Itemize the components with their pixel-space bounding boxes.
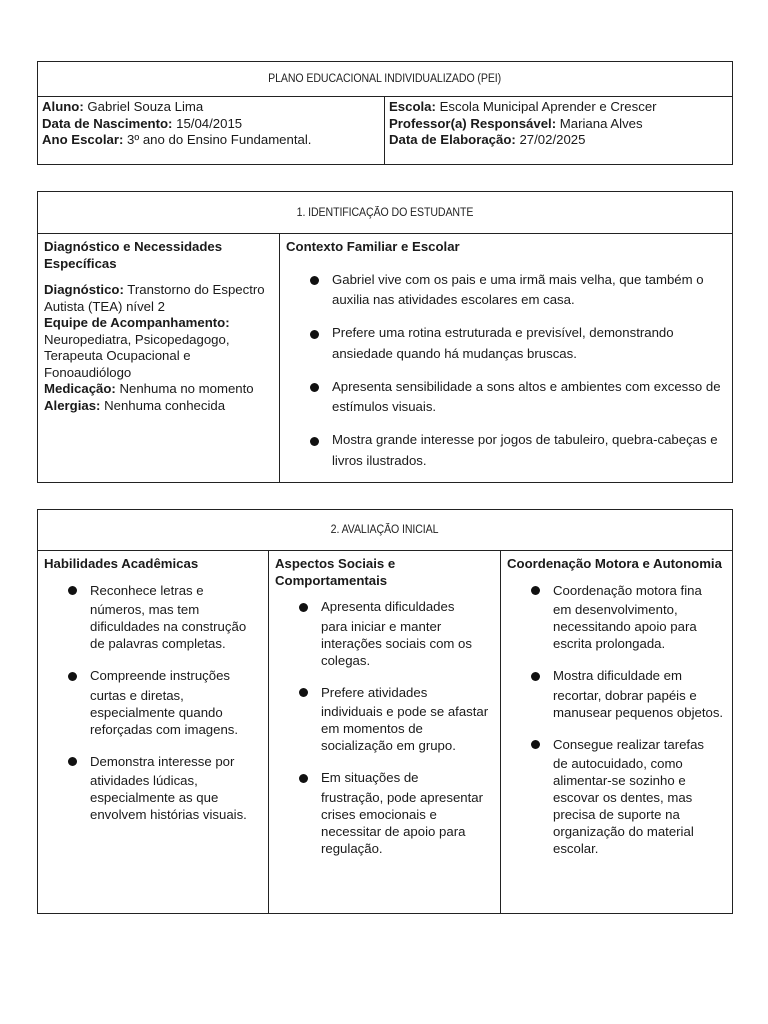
list-item-text: Em situações de	[321, 770, 419, 785]
diagnosis-field	[44, 282, 273, 315]
list-item-text: em desenvolvimento, necessitando apoio para escrita prolongada.	[553, 602, 697, 651]
student-identification-table	[37, 191, 733, 483]
student-info-table	[37, 61, 733, 165]
bullet-icon	[68, 757, 77, 766]
medication-field	[44, 381, 273, 398]
field-label: Medicação:	[44, 381, 116, 396]
birth-date-field	[42, 116, 380, 133]
initial-assessment-table	[37, 509, 733, 914]
field-label: Data de Nascimento:	[42, 115, 173, 131]
field-value: Neuropediatra, Psicopedagogo, Terapeuta Ocupacional e Fonoaudiólogo	[44, 331, 230, 380]
field-label: Ano Escolar:	[42, 132, 124, 147]
list-item-text: Compreende instruções	[90, 668, 231, 683]
list-item-text: Gabriel vive com os pais e uma irmã mais velha, que também o auxilia nas atividades escolares em casa.	[332, 271, 704, 307]
list-item	[321, 768, 494, 857]
field-label: Alergias:	[44, 397, 101, 413]
student-name-field	[42, 99, 380, 116]
section-title-row	[38, 510, 732, 551]
column-heading: Diagnóstico e Necessidades Específicas	[44, 239, 223, 271]
column-heading: Aspectos Sociais e Comportamentais	[275, 556, 396, 588]
bullet-icon	[310, 276, 319, 285]
school-info-cell	[385, 97, 732, 164]
field-label: Escola:	[389, 99, 436, 114]
bullet-list	[44, 581, 262, 824]
field-label: Professor(a) Responsável:	[389, 115, 557, 131]
list-item-text: frustração, pode apresentar crises emocionais e necessitar de apoio para regulação.	[321, 789, 484, 856]
list-item-text: Prefere atividades	[321, 684, 428, 700]
diagnosis-cell	[38, 234, 280, 482]
field-value: Transtorno do Espectro Autista (TEA) nível 2	[44, 282, 265, 314]
list-item	[332, 430, 726, 471]
academic-skills-cell	[38, 551, 269, 913]
list-item-text: atividades lúdicas, especialmente as que envolvem histórias visuais.	[90, 773, 247, 822]
list-item	[332, 323, 726, 364]
bullet-icon	[310, 330, 319, 339]
list-item-text: Consegue realizar tarefas	[553, 736, 705, 752]
list-item-text: recortar, dobrar papéis e manusear pequenos objetos.	[553, 687, 724, 720]
section-title: 2. AVALIAÇÃO INICIAL	[331, 524, 439, 536]
school-field	[389, 99, 728, 116]
column-heading: Coordenação Motora e Autonomia	[507, 556, 722, 571]
document-title: PLANO EDUCACIONAL INDIVIDUALIZADO (PEI)	[268, 73, 502, 85]
support-team-field	[44, 315, 273, 381]
field-label: Equipe de Acompanhamento:	[44, 315, 230, 330]
list-item-text: números, mas tem dificuldades na construção de palavras completas.	[90, 602, 247, 651]
field-value: Gabriel Souza Lima	[83, 99, 204, 114]
field-value: Nenhuma no momento	[115, 381, 254, 396]
bullet-icon	[299, 603, 308, 612]
list-item	[553, 735, 726, 858]
bullet-icon	[68, 586, 77, 595]
social-behavior-cell	[269, 551, 501, 913]
list-item	[321, 683, 494, 755]
bullet-icon	[299, 688, 308, 697]
bullet-list	[286, 270, 726, 472]
list-item	[332, 377, 726, 418]
list-item-text: curtas e diretas, especialmente quando reforçadas com imagens.	[90, 687, 239, 737]
field-value: Escola Municipal Aprender e Crescer	[435, 99, 657, 114]
list-item	[321, 597, 494, 669]
bullet-icon	[299, 774, 308, 783]
list-item	[90, 752, 262, 824]
bullet-icon	[310, 437, 319, 446]
field-label: Data de Elaboração:	[389, 132, 516, 147]
list-item-text: Prefere uma rotina estruturada e previsível, demonstrando ansiedade quando há mudanças bruscas.	[332, 325, 674, 361]
field-value: Mariana Alves	[556, 115, 643, 131]
field-label: Aluno:	[42, 99, 84, 114]
list-item-text: Apresenta sensibilidade a sons altos e ambientes com excesso de estímulos visuais.	[332, 378, 721, 414]
field-value: 3º ano do Ensino Fundamental.	[123, 132, 312, 147]
bullet-list	[275, 597, 494, 857]
field-label: Diagnóstico:	[44, 282, 124, 297]
list-item	[90, 666, 262, 738]
teacher-field	[389, 116, 728, 133]
student-info-cell	[38, 97, 385, 164]
field-value: 15/04/2015	[172, 115, 243, 131]
list-item	[332, 270, 726, 311]
list-item-text: Mostra grande interesse por jogos de tabuleiro, quebra-cabeças e livros ilustrados.	[332, 432, 718, 468]
field-value: Nenhuma conhecida	[100, 397, 226, 413]
list-item-text: Coordenação motora fina	[553, 582, 702, 598]
column-heading: Habilidades Acadêmicas	[44, 556, 199, 571]
school-year-field	[42, 132, 380, 149]
list-item-text: de autocuidado, como alimentar-se sozinho e escovar os dentes, mas precisa de suporte na organização do material escolar.	[553, 756, 694, 856]
list-item-text: Reconhece letras e	[90, 582, 204, 598]
list-item	[553, 581, 726, 653]
list-item-text: Mostra dificuldade em	[553, 668, 683, 683]
list-item-text: Demonstra interesse por	[90, 753, 235, 769]
motor-autonomy-cell	[501, 551, 732, 913]
section-title-row	[38, 192, 732, 234]
document-title-row	[38, 62, 732, 97]
list-item	[553, 666, 726, 721]
column-heading: Contexto Familiar e Escolar	[286, 239, 460, 254]
field-value: 27/02/2025	[515, 132, 586, 147]
list-item-text: para iniciar e manter interações sociais com os colegas.	[321, 618, 472, 668]
bullet-icon	[531, 672, 540, 681]
bullet-icon	[531, 740, 540, 749]
list-item	[90, 581, 262, 653]
section-title: 1. IDENTIFICAÇÃO DO ESTUDANTE	[296, 206, 474, 219]
bullet-list	[507, 581, 726, 858]
allergies-field	[44, 398, 273, 415]
bullet-icon	[531, 586, 540, 595]
list-item-text: Apresenta dificuldades	[321, 599, 455, 614]
family-context-cell	[280, 234, 732, 482]
bullet-icon	[310, 383, 319, 392]
bullet-icon	[68, 672, 77, 681]
creation-date-field	[389, 132, 728, 149]
list-item-text: individuais e pode se afastar em momentos de socialização em grupo.	[321, 704, 489, 753]
